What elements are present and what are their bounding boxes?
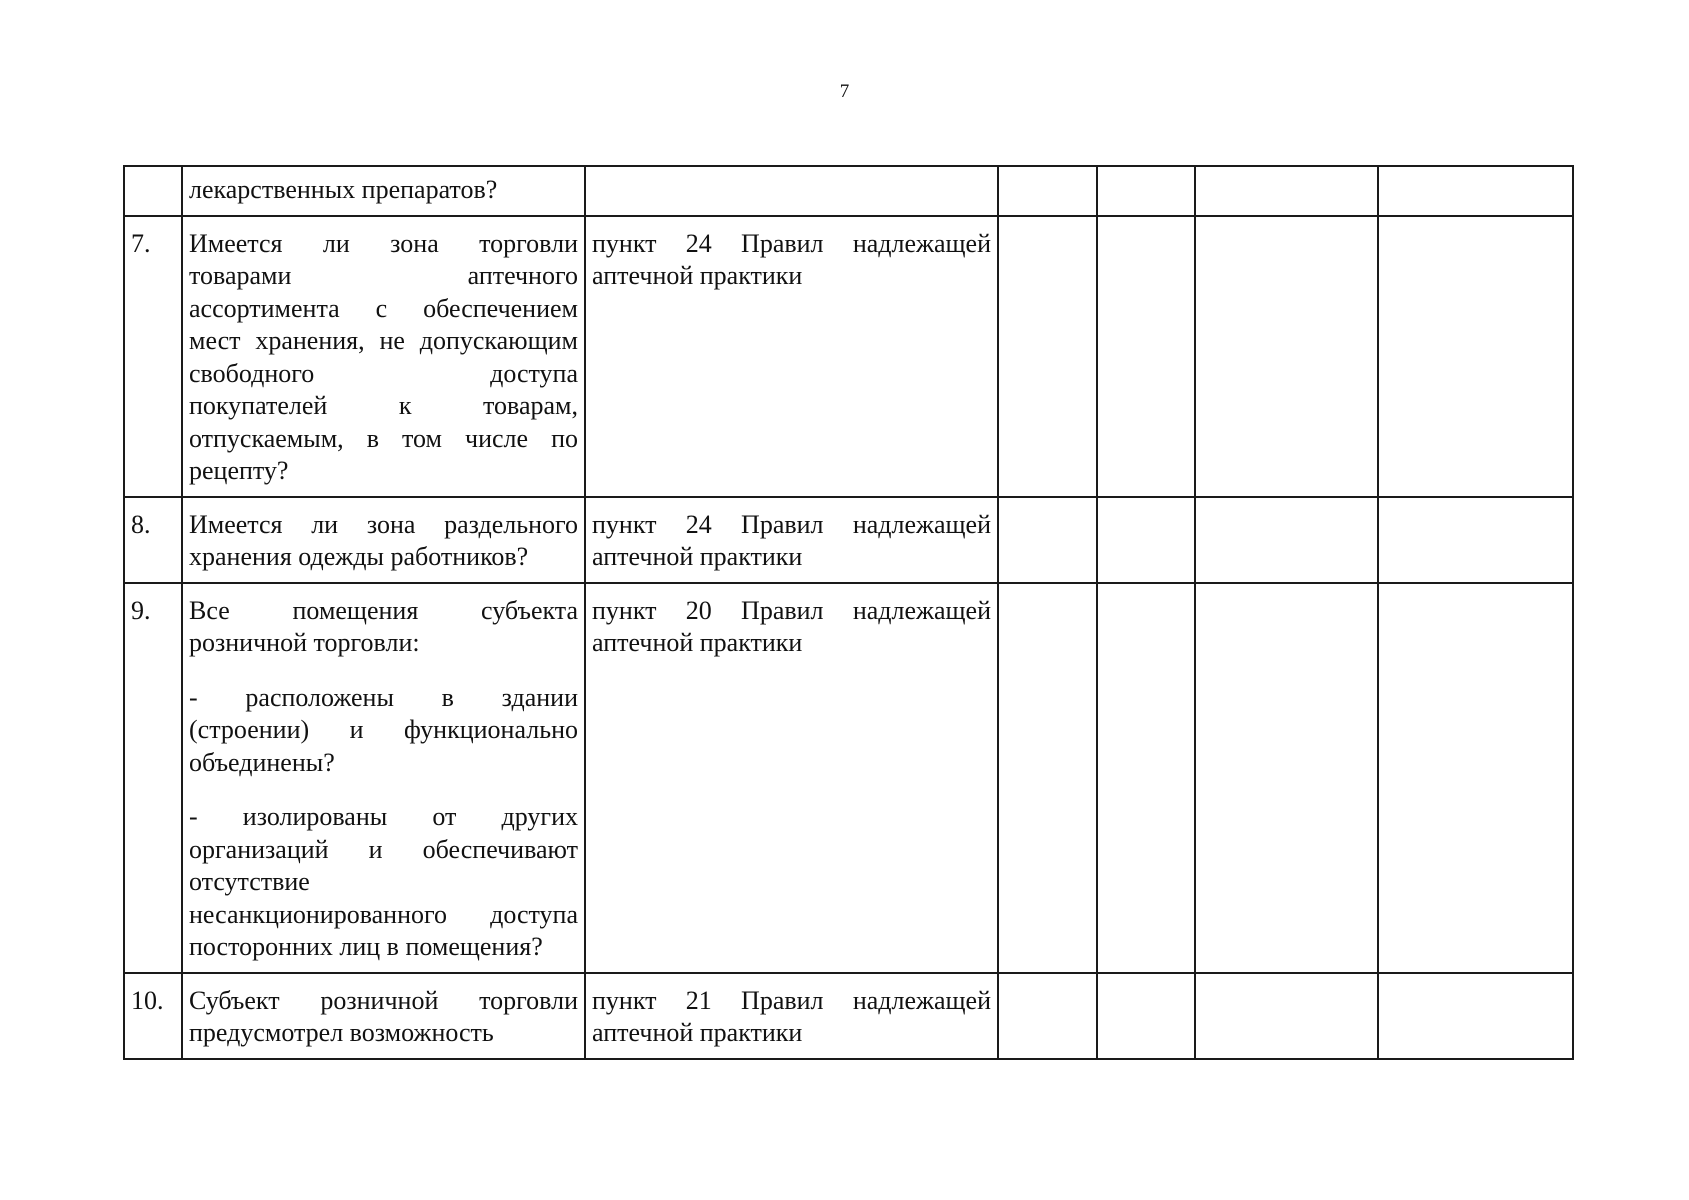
- empty-answer-cell: [1097, 973, 1195, 1059]
- item-number-cell: 8.: [124, 497, 182, 583]
- question-line: Все помещения субъекта: [189, 595, 578, 625]
- question-line: отсутствие: [189, 867, 310, 896]
- question-line: лекарственных препаратов?: [189, 175, 498, 204]
- question-line: (строении) и функционально: [189, 715, 578, 744]
- empty-answer-cell: [998, 583, 1097, 973]
- reference-cell: пункт 24 Правил надлежащей аптечной практики: [585, 497, 998, 583]
- empty-answer-cell: [1378, 973, 1573, 1059]
- empty-answer-cell: [1097, 166, 1195, 216]
- item-number-cell: [124, 166, 182, 216]
- question-line: - изолированы от других: [189, 802, 578, 831]
- question-paragraph: [189, 801, 578, 964]
- empty-answer-cell: [998, 166, 1097, 216]
- empty-answer-cell: [1097, 583, 1195, 973]
- question-paragraph: [189, 682, 578, 780]
- question-cell: [182, 583, 585, 973]
- table-row: [124, 583, 1573, 973]
- empty-answer-cell: [1195, 216, 1378, 497]
- empty-answer-cell: [998, 216, 1097, 497]
- reference-cell: [585, 166, 998, 216]
- question-cell: [182, 497, 585, 583]
- question-line: Субъект розничной торговли: [189, 985, 578, 1015]
- question-line: - расположены в здании: [189, 682, 578, 712]
- question-line: товарами аптечного: [189, 261, 578, 290]
- question-paragraph: [189, 509, 578, 574]
- question-line: хранения одежды работников?: [189, 542, 529, 571]
- reference-cell: пункт 21 Правил надлежащей аптечной практики: [585, 973, 998, 1059]
- question-paragraph: [189, 595, 578, 660]
- question-line: Имеется ли зона раздельного: [189, 509, 578, 539]
- question-line: организаций и обеспечивают: [189, 834, 578, 864]
- empty-answer-cell: [1195, 583, 1378, 973]
- question-line: розничной торговли:: [189, 628, 420, 657]
- empty-answer-cell: [1378, 216, 1573, 497]
- question-line: рецепту?: [189, 456, 289, 485]
- page-number: 7: [839, 81, 850, 102]
- question-line: посторонних лиц в помещения?: [189, 932, 543, 961]
- question-paragraph: [189, 174, 578, 207]
- empty-answer-cell: [1097, 216, 1195, 497]
- question-line: свободного доступа: [189, 358, 578, 388]
- empty-answer-cell: [998, 497, 1097, 583]
- empty-answer-cell: [1378, 497, 1573, 583]
- reference-cell: пункт 24 Правил надлежащей аптечной практики: [585, 216, 998, 497]
- question-line: ассортимента с обеспечением: [189, 293, 578, 323]
- table-body: [124, 166, 1573, 1059]
- question-line: мест хранения, не допускающим: [189, 326, 578, 355]
- item-number-cell: 10.: [124, 973, 182, 1059]
- empty-answer-cell: [1097, 497, 1195, 583]
- empty-answer-cell: [1195, 973, 1378, 1059]
- question-paragraph: [189, 228, 578, 488]
- item-number-cell: 7.: [124, 216, 182, 497]
- question-line: объединены?: [189, 747, 335, 777]
- question-line: несанкционированного доступа: [189, 899, 578, 929]
- question-cell: [182, 973, 585, 1059]
- question-line: покупателей к товарам,: [189, 391, 578, 420]
- question-line: отпускаемым, в том числе по: [189, 423, 578, 453]
- reference-cell: пункт 20 Правил надлежащей аптечной практики: [585, 583, 998, 973]
- table-row: [124, 973, 1573, 1059]
- empty-answer-cell: [1195, 166, 1378, 216]
- question-cell: [182, 216, 585, 497]
- table-row: [124, 216, 1573, 497]
- item-number-cell: 9.: [124, 583, 182, 973]
- empty-answer-cell: [1195, 497, 1378, 583]
- empty-answer-cell: [998, 973, 1097, 1059]
- question-line: предусмотрел возможность: [189, 1018, 494, 1047]
- question-paragraph: [189, 985, 578, 1050]
- question-cell: [182, 166, 585, 216]
- checklist-table: [123, 165, 1574, 1060]
- table-row: [124, 166, 1573, 216]
- empty-answer-cell: [1378, 583, 1573, 973]
- empty-answer-cell: [1378, 166, 1573, 216]
- question-line: Имеется ли зона торговли: [189, 228, 578, 258]
- table-row: [124, 497, 1573, 583]
